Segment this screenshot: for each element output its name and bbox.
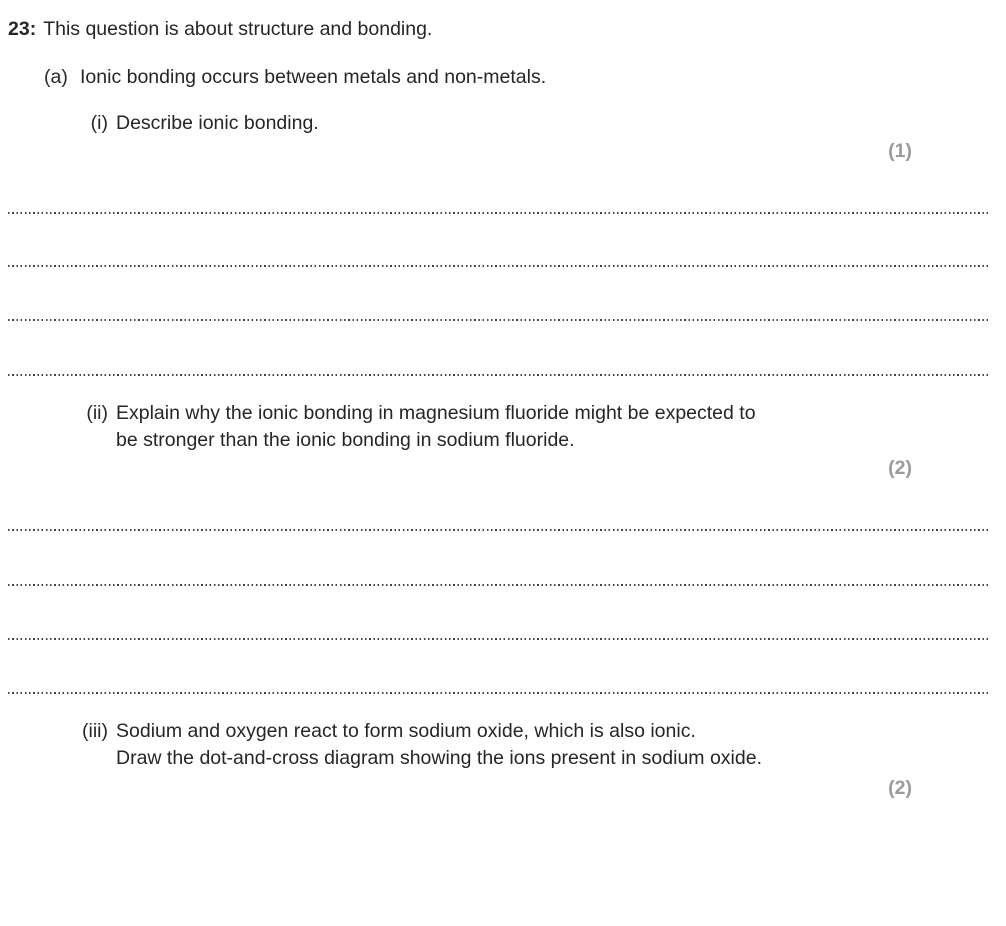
- subpart-i-label: (i): [90, 112, 108, 134]
- subpart-ii-text: [116, 400, 1006, 454]
- subpart-iii-line-2: Draw the dot-and-cross diagram showing the ions present in sodium oxide.: [116, 747, 762, 769]
- question-header: [8, 16, 432, 43]
- answer-line: [8, 265, 988, 267]
- part-a-text: Ionic bonding occurs between metals and non-metals.: [80, 66, 547, 88]
- answer-line: [8, 374, 988, 376]
- answer-line: [8, 319, 988, 321]
- subpart-iii-text: [116, 718, 1006, 772]
- subpart-i-text: [116, 110, 1006, 137]
- subpart-iii-line-1: Sodium and oxygen react to form sodium oxide, which is also ionic.: [116, 720, 696, 742]
- subpart-i: [0, 110, 1006, 137]
- subpart-ii-line-2: be stronger than the ionic bonding in sodium fluoride.: [116, 429, 575, 451]
- answer-line: [8, 638, 988, 640]
- answer-line: [8, 584, 988, 586]
- question-number: 23:: [8, 18, 37, 40]
- answer-line: [8, 529, 988, 531]
- subpart-ii-label: (ii): [86, 402, 108, 424]
- marks-subpart-i: (1): [888, 140, 912, 162]
- part-a: [44, 64, 546, 91]
- part-a-label: (a): [44, 66, 68, 88]
- subpart-iii: [0, 718, 1006, 772]
- diagram-drawing-area: [8, 810, 988, 920]
- marks-subpart-ii: (2): [888, 457, 912, 479]
- question-intro: This question is about structure and bonding.: [43, 18, 433, 40]
- subpart-ii-line-1: Explain why the ionic bonding in magnesium fluoride might be expected to: [116, 402, 756, 424]
- answer-line: [8, 692, 988, 694]
- subpart-i-line-1: Describe ionic bonding.: [116, 112, 319, 134]
- subpart-ii: [0, 400, 1006, 454]
- marks-subpart-iii: (2): [888, 777, 912, 799]
- subpart-iii-label: (iii): [82, 720, 108, 742]
- answer-line: [8, 212, 988, 214]
